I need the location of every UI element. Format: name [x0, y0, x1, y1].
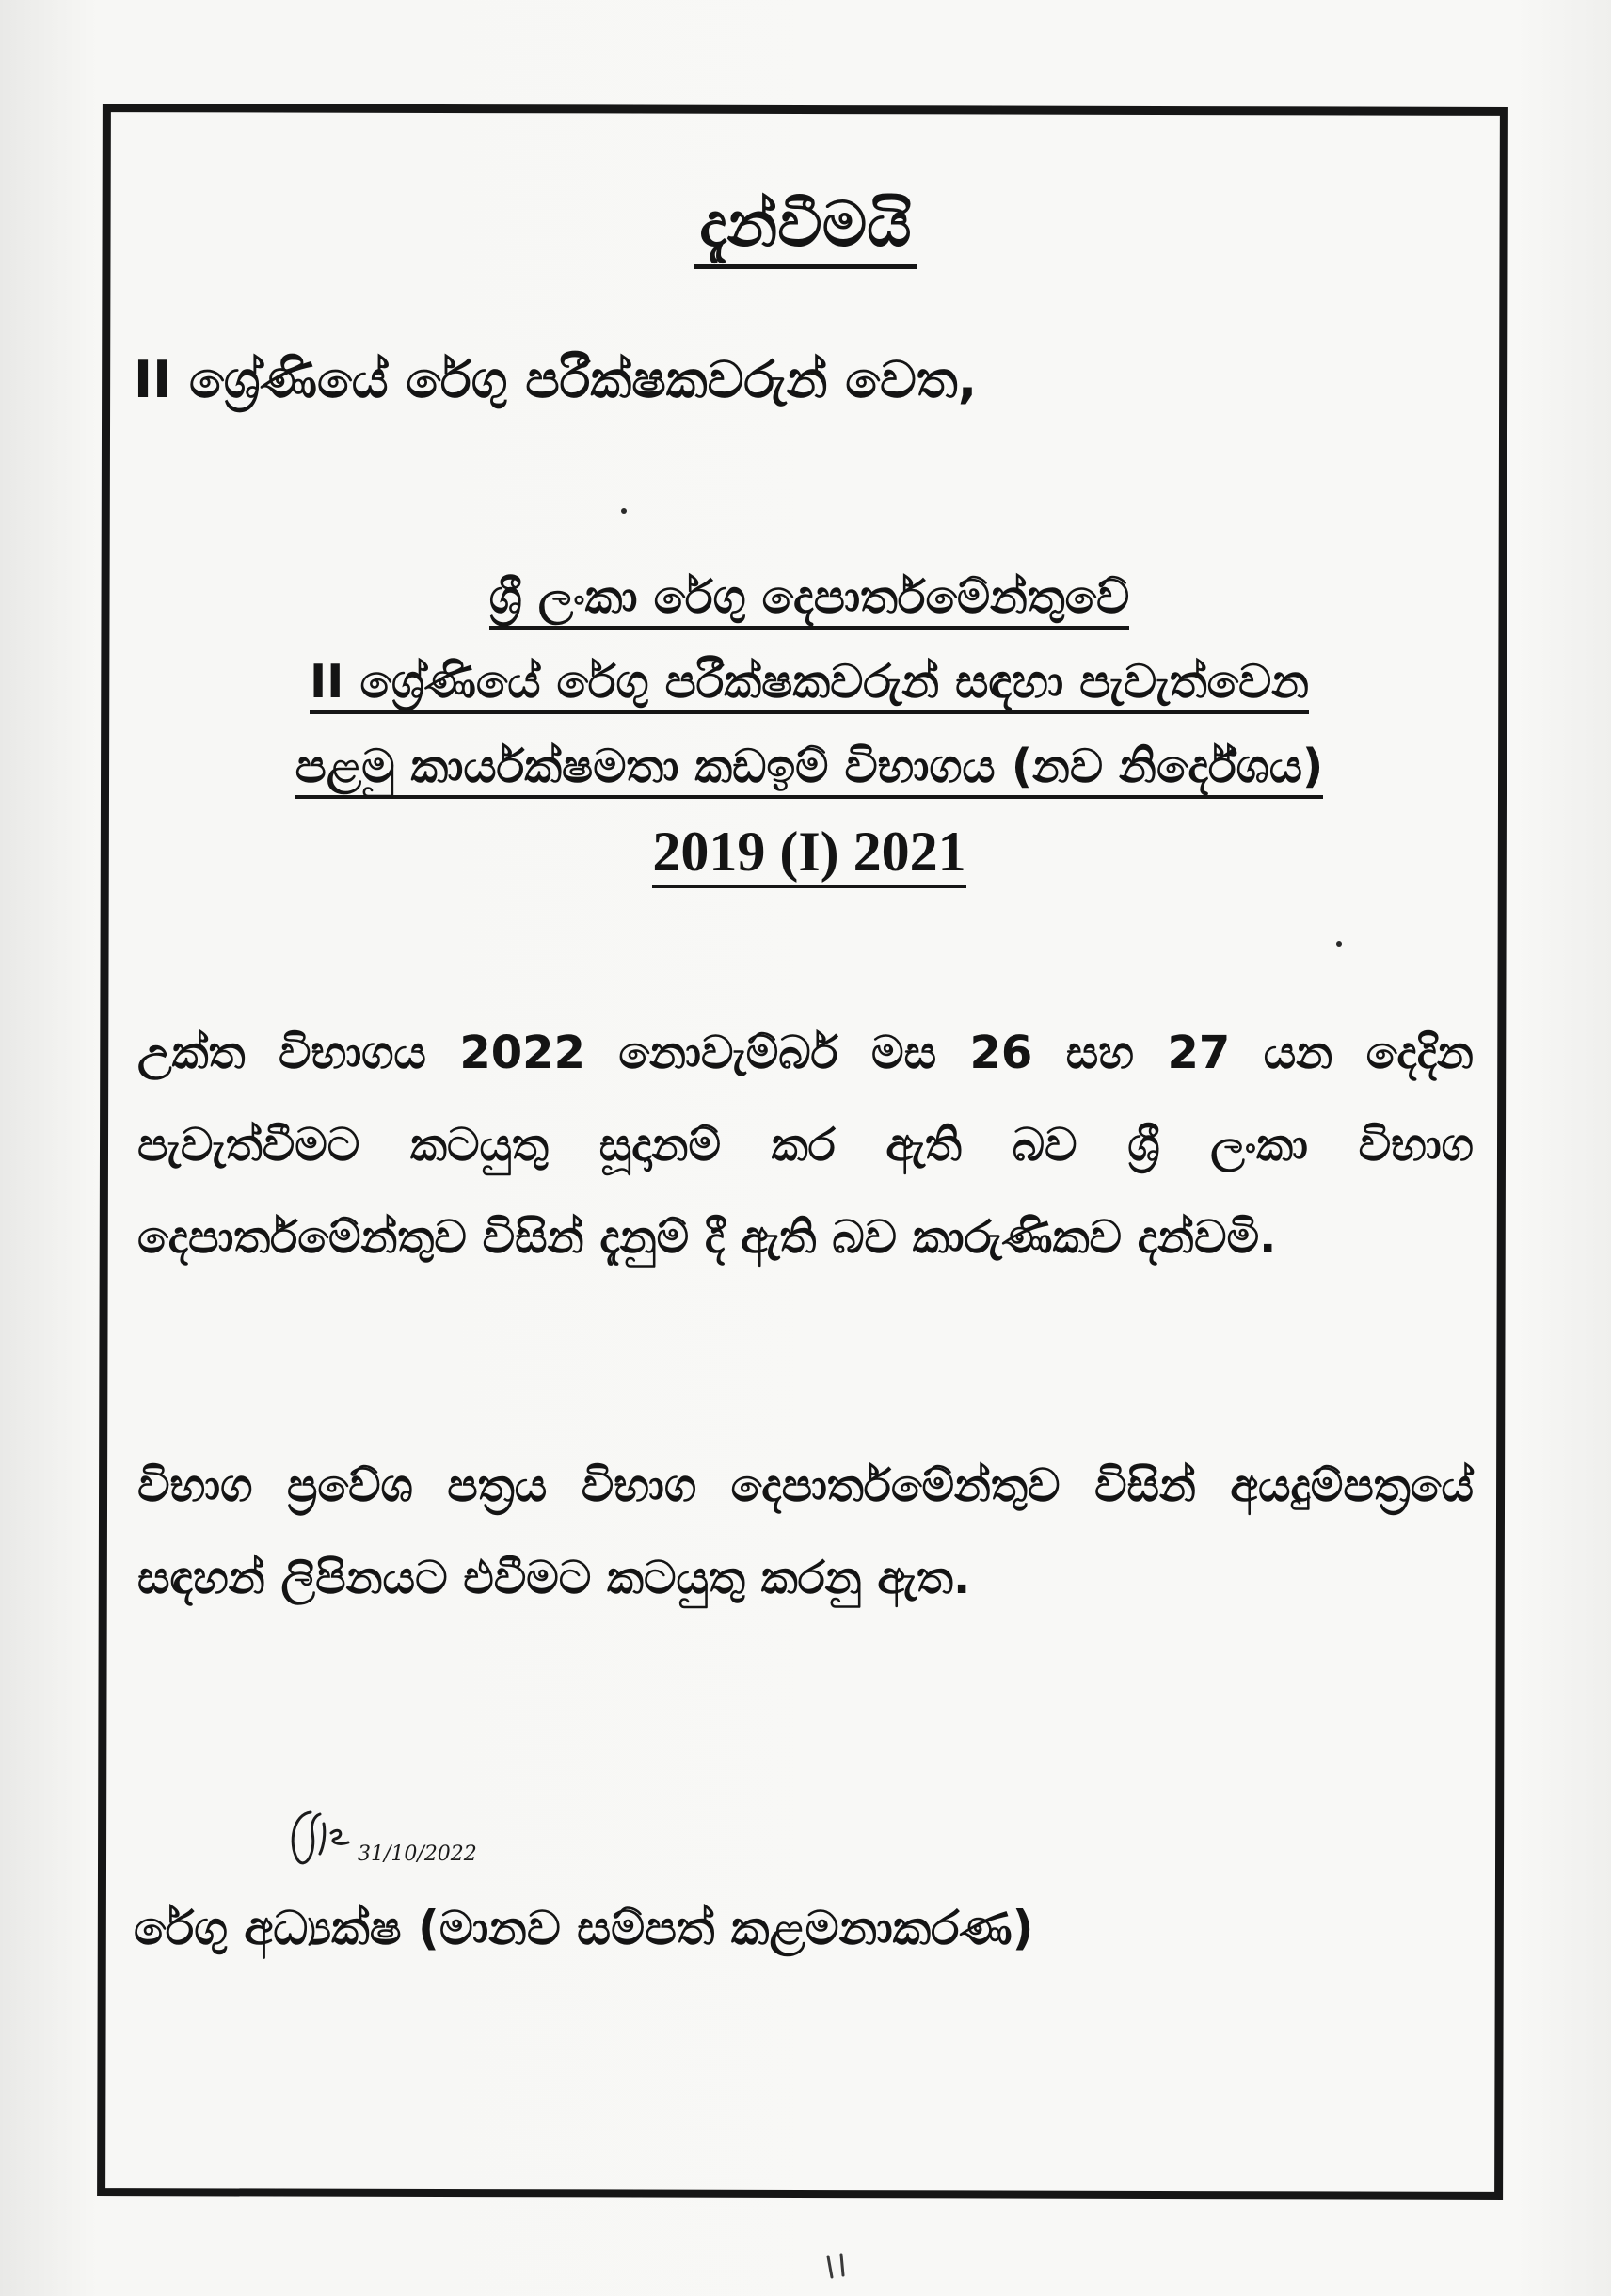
exam-date-paragraph: උක්ත විභාගය 2022 නොවැම්බර් මස 26 සහ 27 යන දෙදින පැවැත්වීමට කටයුතු සූදානම් කර ඇති බව ශ්‍රී ලංකා විභාග දෙපාර්තමේන්තුව විසින් දැනුම් දී ඇති බව කාරුණිකව දන්වමි. — [137, 1027, 1474, 1264]
signature-mark — [282, 1805, 367, 1871]
signature-date: 31/10/2022 — [358, 1842, 477, 1866]
exam-heading — [141, 555, 1477, 894]
heading-line-year: 2019 (I) 2021 — [141, 809, 1477, 894]
designation-line: රේගු අධ්‍යක්ෂ (මානව සම්පත් කළමනාකරණ) — [134, 1901, 1034, 1955]
heading-line-2: II ශ්‍රේණියේ රේගු පරීක්ෂකවරුන් සඳහා පැවැත්වෙන — [141, 640, 1477, 725]
scan-speck — [621, 508, 627, 514]
heading-line-1: ශ්‍රී ලංකා රේගු දෙපාර්තමේන්තුවේ — [141, 555, 1477, 640]
scan-mark — [809, 2249, 866, 2287]
heading-line-3: පළමු කාර්යක්ෂමතා කඩඉම් විභාගය (නව නිර්දේශය) — [141, 725, 1477, 809]
scan-speck — [1336, 941, 1342, 947]
addressee-line: II ශ්‍රේණියේ රේගු පරීක්ෂකවරුන් වෙත, — [134, 350, 978, 409]
admission-card-paragraph: විභාග ප්‍රවේශ පත්‍රය විභාග දෙපාර්තමේන්තුව විසින් අයදුම්පත්‍රයේ සඳහන් ලිපිනයට එවීමට කටයුතු කරනු ඇත. — [137, 1459, 1474, 1604]
notice-title — [0, 188, 1611, 263]
notice-title-text: දැන්වීමයි — [694, 188, 917, 269]
